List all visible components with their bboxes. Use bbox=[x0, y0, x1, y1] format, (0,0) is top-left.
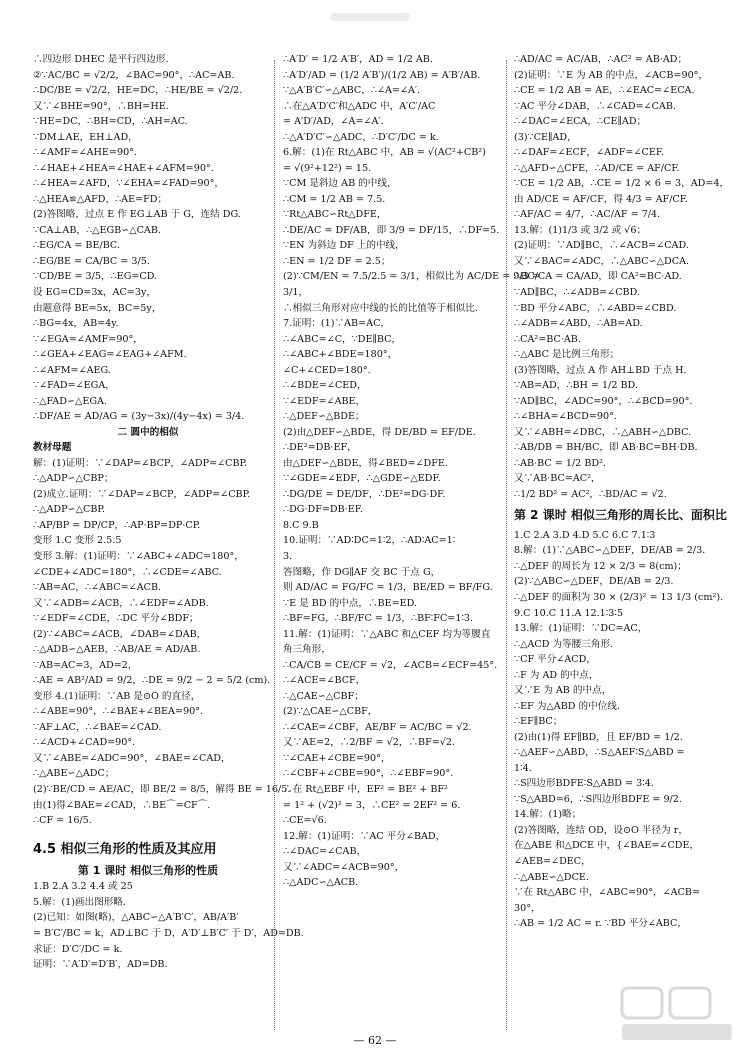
answer-line: ∴∠DAC=∠ECA，∴CE∥AD； bbox=[514, 116, 647, 128]
logo-watermark bbox=[618, 984, 736, 1044]
answer-line: ∴AB/DB = BH/BC，即 AB·BC=BH·DB. bbox=[514, 442, 698, 454]
column-divider-1 bbox=[274, 60, 275, 1030]
answer-line: 又∵∠ADB=∠ACB，∴∠EDF=∠ADB. bbox=[33, 597, 209, 609]
answer-line: ∵BD 平分∠ABC，∴∠ABD=∠CBD. bbox=[514, 302, 677, 314]
answer-line: (2)由△DEF∽△BDE，得 DE/BD = EF/DE. bbox=[283, 426, 476, 438]
answer-line: ∵S△ABD=6，∴S四边形BDFE = 9/2. bbox=[514, 793, 682, 805]
answer-line: ∴A′D′ = 1/2 A′B′，AD = 1/2 AB. bbox=[283, 54, 433, 65]
answer-line: 3. bbox=[283, 551, 293, 562]
answer-line: ∴△AFD∽△CFE，∴AD/CE = AF/CF. bbox=[514, 162, 680, 174]
answer-line: (2)答图略，连结 OD，设⊙O 半径为 r， bbox=[514, 824, 688, 836]
answer-line: ∵∠EDF=∠CDE，∴DC 平分∠BDF； bbox=[33, 613, 199, 625]
answer-line: ∴BG=4x，AB=4y. bbox=[33, 318, 119, 330]
answer-line: 8.C 9.B bbox=[283, 519, 319, 531]
answer-line: ∴在△A′D′C′和△ADC 中，A′C′/AC bbox=[283, 100, 436, 112]
answer-line: ∴∠HAE+∠HEA=∠HAE+∠AFM=90°. bbox=[33, 162, 214, 174]
answer-line: ∠AEB=∠DEC， bbox=[514, 856, 591, 867]
answer-line: ∵AB=AC，∴∠ABC=∠ACB. bbox=[33, 582, 162, 594]
answer-line: ∴∠AMF=∠AHE=90°. bbox=[33, 147, 138, 159]
answer-line: 由 AD/CE = AF/CF，得 4/3 = AF/CF. bbox=[514, 193, 688, 205]
answer-line: ∵CM 是斜边 AB 的中线， bbox=[283, 178, 397, 190]
answer-line: 13.解：(1)证明：∵DC=AC， bbox=[514, 623, 648, 635]
answer-line: ∵∠GDE=∠EDF，∴△GDE∽△EDF. bbox=[283, 473, 441, 485]
answer-line: 又∵∠BAC=∠ADC，∴△ABC∽△DCA. bbox=[514, 255, 690, 267]
answer-line: ∴AE = AB²/AD = 9/2，∴DE = 9/2 − 2 = 5/2 (cm). bbox=[33, 675, 271, 687]
answer-line: 证明：∵A′D′=D′B′，AD=DB. bbox=[33, 959, 168, 971]
answer-line: ∵AB=AD，∴BH = 1/2 BD. bbox=[514, 380, 638, 392]
answer-line: ∴∠ABC=∠C，∵DE∥BC， bbox=[283, 333, 402, 345]
answer-line: ∠C+∠CED=180°. bbox=[283, 364, 371, 376]
answer-line: (2)∵∠ABC=∠ACB，∠DAB=∠DAB， bbox=[33, 628, 207, 640]
answer-line: ∴∠ACE=∠BCF， bbox=[283, 675, 366, 687]
answer-line: ∴△A′D′C′∽△ADC，∴D′C′/DC = k. bbox=[283, 131, 439, 143]
answer-line: ∴∠ABE=90°，∴∠BAE+∠BEA=90°. bbox=[33, 706, 204, 718]
answer-line: 9.C 10.C 11.A 12.1∶3∶5 bbox=[514, 607, 623, 619]
answer-line: 第 2 课时 相似三角形的周长比、面积比 bbox=[514, 508, 727, 523]
answer-line: (2)∵BE/CD = AE/AC，即 BE/2 = 8/5，解得 BE = 16/5. bbox=[33, 783, 291, 795]
answer-line: ∴∠AFM=∠AEG. bbox=[33, 364, 111, 376]
answer-line: ∴∠ACD+∠CAD=90°. bbox=[33, 737, 136, 749]
answer-line: 又∵AE=2，∴2/BF = √2，∴BF=√2. bbox=[283, 737, 456, 749]
answer-line: ∠CDE+∠ADC=180°，∴∠CDE=∠ABC. bbox=[33, 566, 222, 578]
answer-line: ∴∠GEA+∠EAG=∠EAG+∠AFM. bbox=[33, 349, 187, 361]
answer-line: 12.解：(1)证明：∵AC 平分∠BAD， bbox=[283, 830, 446, 842]
answer-line: ∴DE/AC = DF/AB，即 3/9 = DF/15，∴DF=5. bbox=[283, 224, 500, 236]
answer-line: (2)已知：如图(略)，△ABC∽△A′B′C′，AB/A′B′ bbox=[33, 912, 239, 924]
answer-line: ∴AP/BP = DP/CP，∴AP·BP=DP·CP. bbox=[33, 519, 201, 531]
answer-line: ∴△ABE∽△DCE. bbox=[514, 871, 589, 883]
answer-line: ∵CF 平分∠ACD， bbox=[514, 654, 596, 666]
answer-line: ∴∠BDE=∠CED， bbox=[283, 380, 367, 392]
column-right bbox=[514, 52, 730, 932]
answer-line: ∴在 Rt△EBF 中，EF² = BE² + BF² bbox=[283, 783, 448, 795]
answer-line: ∴∠HEA=∠AFD，∵∠EHA=∠FAD=90°， bbox=[33, 178, 224, 190]
answer-line: ∴△ADP∽△CBP. bbox=[33, 504, 105, 516]
answer-line: 又∵E 为 AB 的中点， bbox=[514, 685, 612, 697]
answer-line: 求证：D′C′/DC = k. bbox=[33, 943, 123, 955]
answer-line: = B′C′/BC = k，AD⊥BC 于 D，A′D′⊥B′C′ 于 D′，AD=DB. bbox=[33, 928, 304, 940]
answer-line: ∴BC/CA = CA/AD，即 CA²=BC·AD. bbox=[514, 271, 682, 283]
answer-line: ∴CA²=BC·AB. bbox=[514, 333, 581, 345]
answer-line: 1∶4. bbox=[514, 762, 532, 774]
answer-line: (3)∵CE∥AD， bbox=[514, 131, 577, 143]
answer-line: ∵AF⊥AC，∴∠BAE=∠CAD. bbox=[33, 721, 162, 733]
answer-line: ∵△A′B′C′∽△ABC，∴∠A=∠A′. bbox=[283, 85, 421, 97]
answer-line: ∴四边形 DHEC 是平行四边形. bbox=[33, 54, 169, 65]
answer-line: ∵DM⊥AE，EH⊥AD， bbox=[33, 131, 138, 143]
answer-line: 13.解：(1)1/3 或 3/2 或 √6； bbox=[514, 224, 647, 236]
answer-line: ∴△HEA≌△AFD，∴AE=FD； bbox=[33, 193, 168, 205]
answer-line: 角三角形， bbox=[283, 644, 331, 656]
answer-line: ∴DG·DF=DB·EF. bbox=[283, 504, 363, 516]
answer-line: ∴EF 为△ABD 的中位线. bbox=[514, 700, 620, 712]
answer-line: 变形 1.C 变形 2.5.5 bbox=[33, 535, 122, 547]
answer-line: ∴EG/BE = CA/BC = 3/5. bbox=[33, 255, 150, 267]
answer-line: ∴AD/AC = AC/AB，∴AC² = AB·AD； bbox=[514, 54, 688, 65]
answer-line: ∴DC/BE = √2/2，HE=DC，∴HE/BE = √2/2. bbox=[33, 85, 243, 97]
answer-line: 5.解：(1)画出图形略. bbox=[33, 896, 126, 908]
answer-line: ∵E 是 BD 的中点，∴BE=ED. bbox=[283, 597, 418, 609]
answer-line: ∴∠ADB=∠ABD，∴AB=AD. bbox=[514, 318, 643, 330]
answer-line: 7.证明：(1)∵AB=AC， bbox=[283, 318, 390, 330]
answer-line: 答图略，作 DG∥AF 交 BC 于点 G， bbox=[283, 566, 441, 578]
answer-line: 又∵∠ABE=∠ADC=90°，∠BAE=∠CAD， bbox=[33, 752, 231, 764]
answer-line: ∴∠DAC=∠CAB， bbox=[283, 846, 367, 858]
answer-line: ∴△DEF∽△BDE； bbox=[283, 411, 365, 423]
answer-line: ∴1/2 BD² = AC²，∴BD/AC = √2. bbox=[514, 488, 667, 500]
answer-line: = 1² + (√2)² = 3，∴CE² = 2EF² = 6. bbox=[283, 799, 461, 811]
answer-line: ∴EF∥BC； bbox=[514, 716, 563, 728]
answer-line: 则 AD/AC = FG/FC = 1/3，BE/ED = BF/FG. bbox=[283, 582, 493, 594]
answer-line: ∴S四边形BDFE∶S△ABD = 3∶4. bbox=[514, 778, 654, 790]
answer-line: ②∵AC/BC = √2/2，∠BAC=90°，∴AC=AB. bbox=[33, 69, 235, 81]
answer-line: ∴△FAD∽△EGA. bbox=[33, 395, 107, 407]
answer-line: (2)证明：∵AD∥BC，∴∠ACB=∠CAD. bbox=[514, 240, 689, 252]
answer-line: (2)成立.证明：∵∠DAP=∠BCP，∠ADP=∠CBP. bbox=[33, 488, 251, 500]
page-number: — 62 — bbox=[353, 1034, 397, 1047]
answer-line: = √(9²+12²) = 15. bbox=[283, 162, 372, 174]
answer-line: 变形 3.解：(1)证明：∵∠ABC+∠ADC=180°， bbox=[33, 551, 244, 562]
answer-line: (2)答图略，过点 E 作 EG⊥AB 于 G，连结 DG. bbox=[33, 209, 241, 221]
header-watermark bbox=[330, 10, 410, 24]
answer-line: 1.B 2.A 3.2 4.4 或 25 bbox=[33, 881, 133, 893]
answer-line: ∴AB = 1/2 AC = r. ∵BD 平分∠ABC， bbox=[514, 918, 687, 930]
answer-line: ∴CE = 1/2 AB = AE，∴∠EAC=∠ECA. bbox=[514, 85, 695, 97]
answer-line: 14.解：(1)略； bbox=[514, 809, 582, 821]
answer-line: ∴AB·BC = 1/2 BD². bbox=[514, 457, 606, 469]
answer-line: 6.解：(1)在 Rt△ABC 中，AB = √(AC²+CB²) bbox=[283, 147, 486, 159]
answer-line: (2)由(1)得 EF∥BD，且 EF/BD = 1/2. bbox=[514, 731, 683, 743]
answer-line: ∵CD/BE = 3/5，∴EG=CD. bbox=[33, 271, 158, 283]
answer-line: ∴△ABC 是比例三角形； bbox=[514, 349, 620, 361]
answer-line: 由△DEF∽△BDE，得∠BED=∠DFE. bbox=[283, 457, 448, 469]
answer-line: ∵∠FAD=∠EGA， bbox=[33, 380, 115, 392]
answer-line: (2)∵△CAE∽△CBF， bbox=[283, 706, 378, 718]
answer-line: ∴CA/CB = CE/CF = √2，∠ACB=∠ECF=45°. bbox=[283, 659, 498, 671]
answer-line: 又∵∠ABH=∠DBC，∴△ABH∽△DBC. bbox=[514, 426, 692, 438]
answer-line: 4.5 相似三角形的性质及其应用 bbox=[33, 841, 217, 857]
answer-line: 由题意得 BE=5x，BC=5y， bbox=[33, 302, 162, 314]
answer-line: 由(1)得∠BAE=∠CAD，∴BE⌒=CF⌒. bbox=[33, 799, 211, 811]
answer-line: 变形 4.(1)证明：∵AB 是⊙O 的直径， bbox=[33, 690, 201, 702]
answer-line: 二 圆中的相似 bbox=[117, 426, 179, 438]
answer-line: ∵AD∥BC，∠ADC=90°，∴∠BCD=90°. bbox=[514, 395, 693, 407]
answer-line: (2)∵CM/EN = 7.5/2.5 = 3/1，相似比为 AC/DE = 9/3 = bbox=[283, 271, 540, 283]
answer-line: ∴∠CAE=∠CBF，AE/BF = AC/BC = √2. bbox=[283, 721, 472, 733]
answer-line: ∴CM = 1/2 AB = 7.5. bbox=[283, 193, 386, 205]
answer-line: ∵EN 为斜边 DF 上的中线， bbox=[283, 240, 405, 252]
answer-line: ∴△ADB∽△AEB，∴AB/AE = AD/AB. bbox=[33, 644, 201, 656]
answer-line: ∵AD∥BC，∴∠ADB=∠CBD. bbox=[514, 286, 640, 298]
answer-line: ∴△DEF 的周长为 12 × 2/3 = 8(cm)； bbox=[514, 560, 687, 572]
answer-line: (2)证明：∵E 为 AB 的中点，∠ACB=90°， bbox=[514, 69, 709, 81]
answer-line: ∴DG/DE = DE/DF，∴DE²=DG·DF. bbox=[283, 488, 446, 500]
answer-line: ∴相似三角形对应中线的长的比值等于相似比. bbox=[283, 302, 478, 314]
answer-line: 在△ABE 和△DCE 中，{∠BAE=∠CDE， bbox=[514, 840, 700, 852]
answer-line: ∴CE=√6. bbox=[283, 815, 327, 827]
answer-line: 11.解：(1)证明：∵△ABC 和△CEF 均为等腰直 bbox=[283, 628, 491, 640]
answer-line: 1.C 2.A 3.D 4.D 5.C 6.C 7.1∶3 bbox=[514, 529, 656, 541]
answer-line: 3/1， bbox=[283, 286, 309, 298]
answer-line: ∴EG/CA = BE/BC. bbox=[33, 240, 120, 252]
answer-line: ∴△ADP∽△CBP； bbox=[33, 473, 114, 485]
answer-line: ∴△DEF 的面积为 30 × (2/3)² = 13 1/3 (cm²). bbox=[514, 591, 724, 603]
answer-line: ∵CA⊥AB，∴△EGB∽△CAB. bbox=[33, 224, 161, 236]
answer-line: ∴EN = 1/2 DF = 2.5； bbox=[283, 255, 391, 267]
answer-line: (2)∵△ABC∽△DEF，DE/AB = 2/3. bbox=[514, 576, 674, 588]
answer-line: ∴F 为 AD 的中点， bbox=[514, 669, 599, 681]
answer-line: ∴△ADC∽△ACB. bbox=[283, 877, 359, 889]
answer-line: 又∵AB·BC=AC²， bbox=[514, 473, 601, 485]
answer-line: ∴△ABE∽△ADC； bbox=[33, 768, 115, 780]
answer-line: ∴△ACD 为等腰三角形. bbox=[514, 638, 614, 650]
answer-line: ∴BF=FG，∴BF/FC = 1/3，∴BF∶FC=1∶3. bbox=[283, 613, 474, 625]
answer-line: ∵在 Rt△ABC 中，∠ABC=90°，∠ACB= bbox=[514, 887, 700, 899]
answer-line: 解：(1)证明：∵∠DAP=∠BCP，∠ADP=∠CBP. bbox=[33, 457, 248, 469]
answer-line: ∵CE = 1/2 AB，∴CE = 1/2 × 6 = 3，AD=4， bbox=[514, 178, 730, 190]
answer-line: ∵AC 平分∠DAB，∴∠CAD=∠CAB. bbox=[514, 100, 676, 112]
answer-line: 设 EG=CD=3x，AC=3y， bbox=[33, 286, 156, 298]
answer-line: = A′D′/AD，∠A=∠A′. bbox=[283, 116, 384, 128]
answer-line: ∵∠CAE+∠CBE=90°， bbox=[283, 752, 391, 764]
column-divider-2 bbox=[506, 60, 507, 1030]
answer-line: 第 1 课时 相似三角形的性质 bbox=[77, 863, 219, 877]
answer-line: ∵∠EGA=∠AMF=90°， bbox=[33, 333, 143, 345]
answer-line: ∴△AEF∽△ABD，∴S△AEF∶S△ABD = bbox=[514, 747, 685, 759]
answer-line: ∴CF = 16/5. bbox=[33, 815, 92, 827]
answer-line: ∴∠CBF+∠CBE=90°，∴∠EBF=90°. bbox=[283, 768, 454, 780]
answer-line: ∵Rt△ABC∽Rt△DFE， bbox=[283, 209, 387, 221]
answer-line: 教材母题 bbox=[33, 442, 72, 454]
answer-line: ∴△CAE∽△CBF； bbox=[283, 690, 364, 702]
answer-line: 又∵∠BHE=90°，∴BH=HE. bbox=[33, 100, 169, 112]
answer-line: (3)答图略，过点 A 作 AH⊥BD 于点 H. bbox=[514, 364, 687, 376]
answer-line: ∴AF/AC = 4/7，∴AC/AF = 7/4. bbox=[514, 209, 661, 221]
answer-line: ∴A′D′/AD = (1/2 A′B′)/(1/2 AB) = A′B′/AB. bbox=[283, 69, 481, 81]
answer-line: ∴∠DAF=∠ECF，∠ADF=∠CEF. bbox=[514, 147, 665, 159]
answer-line: 30°， bbox=[514, 902, 541, 914]
answer-line: 8.解：(1)∵△ABC∽△DEF，DE/AB = 2/3. bbox=[514, 545, 706, 557]
answer-line: ∴DE²=DB·EF， bbox=[283, 442, 357, 454]
answer-line: 10.证明：∵AD∶DC=1∶2，∴AD∶AC=1∶ bbox=[283, 535, 456, 547]
answer-line: ∵∠EDF=∠ABE， bbox=[283, 395, 366, 407]
answer-line: ∴DF/AE = AD/AG = (3y−3x)/(4y−4x) = 3/4. bbox=[33, 411, 245, 423]
answer-line: 又∵∠ADC=∠ACB=90°， bbox=[283, 861, 405, 873]
answer-line: ∵AB=AC=3，AD=2， bbox=[33, 659, 138, 671]
answer-line: ∴∠BHA=∠BCD=90°. bbox=[514, 411, 617, 423]
answer-line: ∵HE=DC，∴BH=CD，∴AH=AC. bbox=[33, 116, 188, 128]
answer-line: ∴∠ABC+∠BDE=180°， bbox=[283, 349, 398, 361]
